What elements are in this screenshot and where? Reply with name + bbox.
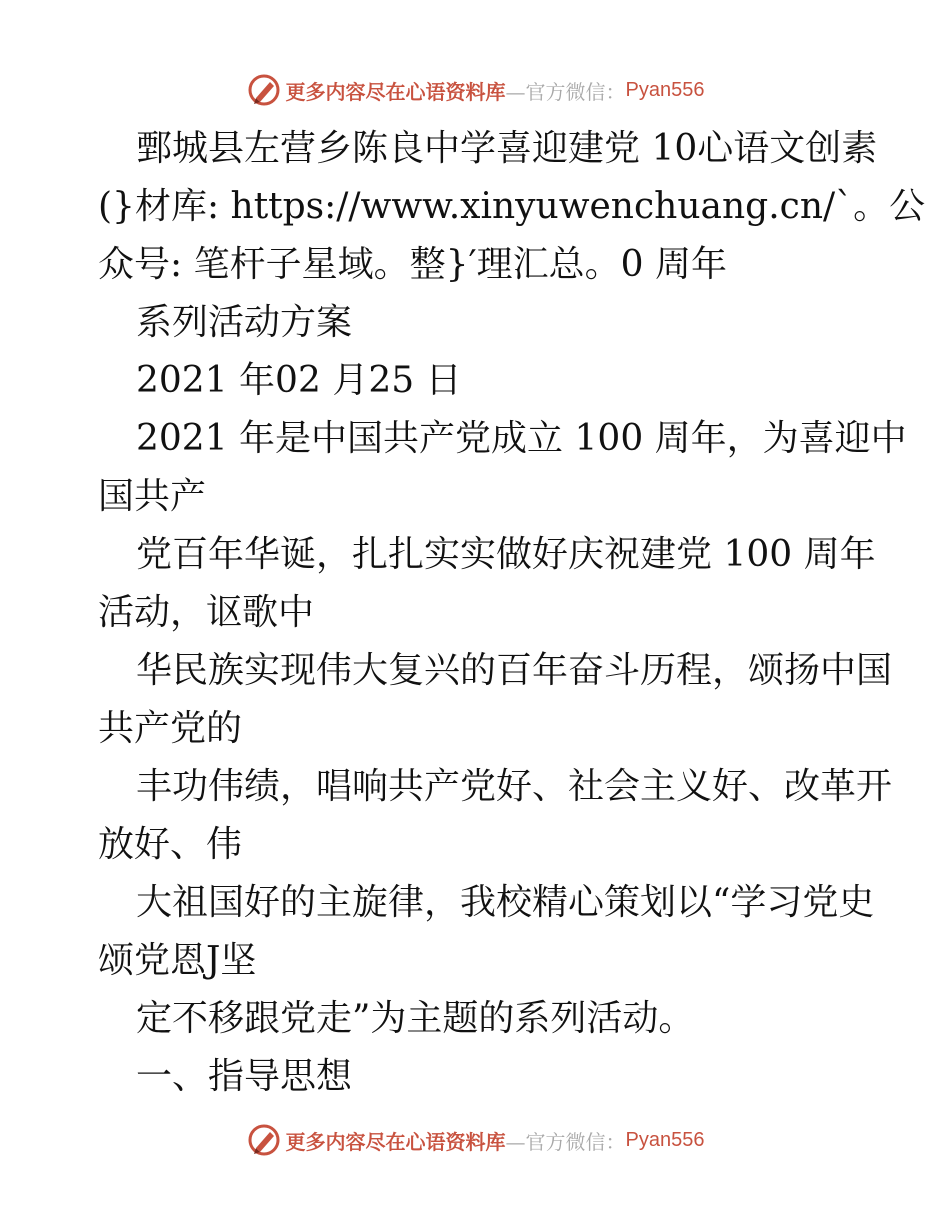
text-line: 颂党恩J坚 <box>98 940 257 981</box>
text-line: 众号: 笔杆子星域。整}′理汇总。0 周年 <box>98 244 727 285</box>
text-line: 活动，讴歌中 <box>98 592 315 633</box>
text-line: 鄄城县左营乡陈良中学喜迎建党 10心语文创素 <box>136 128 878 169</box>
banner-wechat-label: —官方微信： <box>505 79 626 104</box>
banner-site-name: 更多内容尽在心语资料库 <box>285 1129 506 1154</box>
pen-logo-icon <box>246 1122 282 1158</box>
text-line: 放好、伟 <box>98 824 243 865</box>
document-date: 2021 年02 月25 日 <box>136 360 462 401</box>
text-line: 党百年华诞，扎扎实实做好庆祝建党 100 周年 <box>136 534 876 575</box>
banner-wechat-label: —官方微信： <box>505 1129 626 1154</box>
text-line: 国共产 <box>98 476 207 517</box>
header-banner <box>0 70 950 110</box>
banner-site-name: 更多内容尽在心语资料库 <box>285 79 506 104</box>
pen-logo-icon <box>246 72 282 108</box>
text-line: (}材库: https://www.xinyuwenchuang.cn/`。公 <box>98 186 926 227</box>
text-line: 丰功伟绩，唱响共产党好、社会主义好、改革开 <box>136 766 893 807</box>
text-line: 系列活动方案 <box>136 302 353 343</box>
footer-banner <box>0 1120 950 1160</box>
document-body <box>98 120 926 1106</box>
banner-account: Pyan556 <box>625 78 705 101</box>
text-line: 2021 年是中国共产党成立 100 周年，为喜迎中 <box>136 418 907 459</box>
text-line: 定不移跟党走”为主题的系列活动。 <box>136 998 695 1039</box>
text-line: 华民族实现伟大复兴的百年奋斗历程，颂扬中国 <box>136 650 893 691</box>
section-heading: 一、指导思想 <box>136 1056 353 1097</box>
banner-account: Pyan556 <box>625 1128 705 1151</box>
text-line: 大祖国好的主旋律，我校精心策划以“学习党史 <box>136 882 875 923</box>
text-line: 共产党的 <box>98 708 243 749</box>
